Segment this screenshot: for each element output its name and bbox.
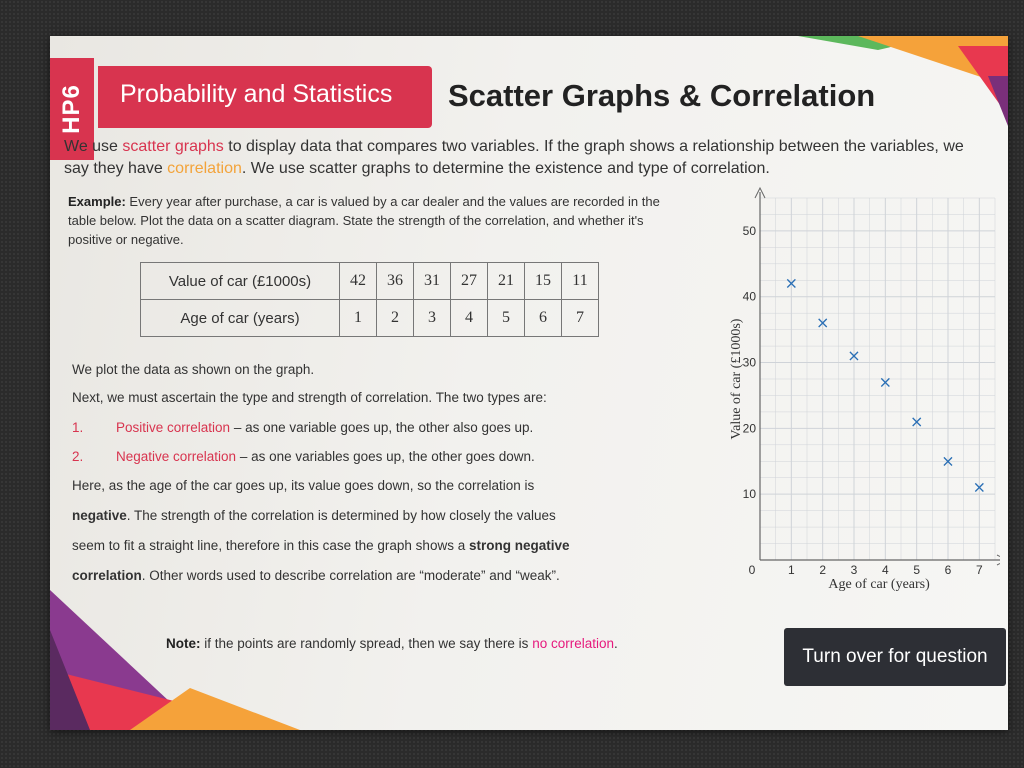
x-tick-label: 4	[881, 563, 889, 577]
explanation-line: Next, we must ascertain the type and strength of correlation. The two types are:	[72, 390, 547, 405]
note-label: Note:	[166, 636, 201, 651]
table-row-age	[141, 300, 599, 337]
explanation-text-span: . Other words used to describe correlation are “moderate” and “weak”.	[141, 568, 560, 583]
table-cell: 1	[340, 300, 377, 337]
table-row-label: Value of car (£1000s)	[141, 263, 340, 300]
no-correlation-term: no correlation	[532, 636, 614, 651]
y-tick-label: 10	[742, 487, 756, 502]
x-tick-label: 7	[975, 563, 983, 577]
list-item-text: – as one variables goes up, the other goes down.	[236, 449, 535, 464]
intro-part3: . We use scatter graphs to determine the existence and type of correlation.	[241, 160, 770, 177]
table-cell: 4	[451, 300, 488, 337]
turn-over-button[interactable]	[784, 628, 1006, 686]
table-cell: 11	[562, 263, 599, 300]
bold-term: strong negative	[468, 538, 570, 553]
x-tick-label: 5	[913, 563, 921, 577]
data-table	[140, 262, 599, 337]
info-card	[50, 36, 1008, 730]
turn-over-button-label: Turn over for question	[802, 646, 988, 667]
data-point-marker: ×	[909, 411, 924, 431]
table-cell: 7	[562, 300, 599, 337]
subject-label: Probability and Statistics	[120, 80, 393, 108]
table-row-label: Age of car (years)	[141, 300, 340, 337]
data-point-marker: ×	[972, 477, 987, 497]
table-cell: 2	[377, 300, 414, 337]
bold-term: correlation	[72, 568, 142, 583]
example-label: Example:	[68, 194, 126, 209]
explanation-line: We plot the data as shown on the graph.	[72, 362, 315, 377]
decor-triangle-bottom-left-dark	[50, 630, 90, 730]
table-cell: 15	[525, 263, 562, 300]
data-point-marker: ×	[815, 313, 830, 333]
side-tab-label: HP6	[58, 84, 85, 134]
intro-scatter-graphs-term: scatter graphs	[122, 138, 224, 155]
data-point-marker: ×	[784, 273, 799, 293]
x-tick-label: 3	[850, 563, 858, 577]
list-number: 2.	[72, 449, 84, 464]
table-cell: 27	[451, 263, 488, 300]
list-item-positive	[72, 420, 533, 435]
decor-triangle-top-right-purple	[988, 76, 1008, 126]
example-paragraph	[68, 192, 678, 249]
x-tick-label: 2	[819, 563, 827, 577]
explanation-line	[72, 508, 556, 523]
note-text	[166, 636, 618, 651]
y-tick-label: 20	[742, 421, 756, 436]
note-end: .	[614, 636, 618, 651]
list-item-negative	[72, 449, 535, 464]
explanation-line	[72, 538, 570, 553]
explanation-text-span: . The strength of the correlation is determined by how closely the values	[126, 508, 556, 523]
explanation-line	[72, 568, 560, 583]
table-row-value	[141, 263, 599, 300]
scatter-chart	[670, 186, 1000, 606]
x-tick-label: 1	[787, 563, 795, 577]
data-point-marker: ×	[847, 345, 861, 365]
decor-triangle-bottom-left-orange	[130, 688, 300, 730]
y-axis-label: Value of car (£1000s)	[729, 318, 744, 440]
bold-term: negative	[72, 508, 127, 523]
table-cell: 3	[414, 300, 451, 337]
example-text: Every year after purchase, a car is valued by a car dealer and the values are recorded in the table below. Plot the data on a scatter diagram. State the strength of the correlation, and whether it's positive or negative.	[68, 194, 660, 247]
intro-part2: to display data that compares two variables. If the graph shows a relationship between the variables, we say they have	[64, 138, 964, 177]
table-cell: 21	[488, 263, 525, 300]
x-tick-label: 0	[748, 563, 756, 577]
explanation-text-span: seem to fit a straight line, therefore in this case the graph shows a	[72, 538, 469, 553]
x-tick-label: 6	[944, 563, 952, 577]
subject-pill	[98, 66, 432, 128]
intro-paragraph	[64, 136, 984, 180]
page-title: Scatter Graphs & Correlation	[448, 78, 876, 113]
table-cell: 31	[414, 263, 451, 300]
table-cell: 42	[340, 263, 377, 300]
x-axis-label: Age of car (years)	[828, 577, 930, 592]
note-body: if the points are randomly spread, then we say there is	[200, 636, 533, 651]
data-point-marker: ×	[878, 372, 893, 392]
table-cell: 6	[525, 300, 562, 337]
positive-correlation-term: Positive correlation	[116, 420, 231, 435]
table-cell: 5	[488, 300, 525, 337]
intro-correlation-term: correlation	[167, 160, 242, 177]
list-number: 1.	[72, 420, 84, 435]
y-tick-label: 50	[742, 223, 756, 238]
intro-part1: We use	[64, 138, 123, 155]
data-point-marker: ×	[941, 451, 955, 471]
y-tick-label: 30	[742, 355, 756, 370]
table-cell: 36	[377, 263, 414, 300]
explanation-line: Here, as the age of the car goes up, its value goes down, so the correlation is	[72, 478, 535, 493]
list-item-text: – as one variable goes up, the other also goes up.	[230, 420, 534, 435]
y-tick-label: 40	[742, 289, 756, 304]
negative-correlation-term: Negative correlation	[116, 449, 237, 464]
